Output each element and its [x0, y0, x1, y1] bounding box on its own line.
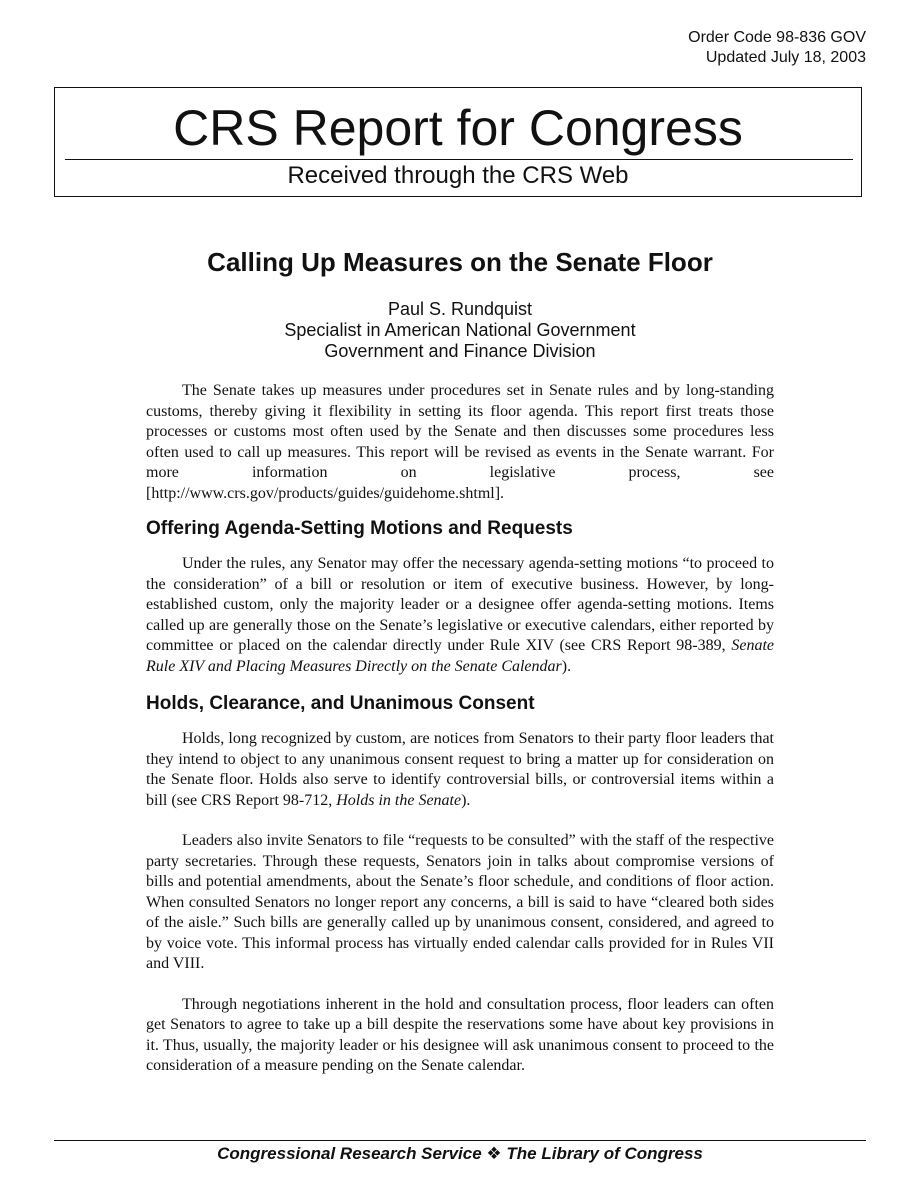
section-holds-paragraph-1 [146, 729, 774, 811]
masthead-subtitle: Received through the CRS Web [287, 162, 629, 189]
footer-divider [54, 1140, 866, 1141]
fleuron-icon: ❖ [486, 1144, 502, 1163]
paragraph-text: ). [561, 657, 572, 675]
author-name: Paul S. Rundquist [387, 299, 533, 319]
author-position: Specialist in American National Government [284, 320, 636, 340]
paragraph-text: Under the rules, any Senator may offer the necessary agenda-setting motions “to proceed to the consideration” of a bill or resolution or item of executive business. However, by long-established custom, only the majority leader or a designee offer agenda-setting motions. Items called up are generally those on the Senate’s legislative or executive calendars, either reported by committee or placed on the calendar directly under Rule XIV (see CRS Report 98-389, [146, 555, 774, 654]
section-holds-paragraph-2: Leaders also invite Senators to file “requests to be consulted” with the staff of the respective party secretaries. Through these requests, Senators join in talks about compromise versions of bills and potential amendments, about the Senate’s floor schedule, and conditions of floor action. When consulted Senators no longer report any concerns, a bill is said to have “cleared both sides of the aisle.” Such bills are generally called up by unanimous consent, considered, and agreed to by voice vote. This informal process has virtually ended calendar calls provided for in Rules VII and VIII. [146, 832, 774, 972]
paragraph-text: Holds, long recognized by custom, are notices from Senators to their party floor leaders that they intend to object to any unanimous consent request to bring a matter up for consideration on the Senate floor. Holds also serve to identify controversial bills, or controversial items within a bill (see CRS Report 98-712, [146, 730, 774, 809]
report-citation-title: Holds in the Senate [336, 791, 462, 809]
masthead [54, 87, 862, 197]
section-heading-agenda-setting: Offering Agenda-Setting Motions and Requests [146, 518, 573, 539]
footer [0, 1143, 920, 1165]
report-body [146, 381, 774, 1077]
section-holds-paragraph-3: Through negotiations inherent in the hold and consultation process, floor leaders can often get Senators to agree to take up a bill despite the reservations some have about key provisions in it. Thus, usually, the majority leader or his designee will ask unanimous consent to proceed to the consideration of a measure pending on the Senate calendar. [146, 995, 774, 1074]
updated-date: Updated July 18, 2003 [705, 49, 866, 66]
order-code-block [688, 28, 866, 68]
section-agenda-setting-paragraph [146, 554, 774, 677]
paragraph-text: ). [461, 791, 471, 809]
order-code: Order Code 98-836 GOV [688, 29, 866, 46]
footer-library: The Library of Congress [506, 1144, 703, 1163]
author-block [0, 299, 920, 362]
masthead-title: CRS Report for Congress [173, 100, 743, 156]
author-division: Government and Finance Division [324, 341, 596, 361]
summary-paragraph: The Senate takes up measures under procedures set in Senate rules and by long-standing customs, thereby giving it flexibility in setting its floor agenda. This report first treats those processes or customs most often used by the Senate and then discusses some procedures less often used to call up measures. This report will be revised as events in the Senate warrant. For more information on legislative process, see [http://www.crs.gov/products/guides/guidehome.shtml]. [146, 382, 774, 502]
footer-publisher: Congressional Research Service [217, 1144, 482, 1163]
report-title: Calling Up Measures on the Senate Floor [207, 247, 713, 277]
section-heading-holds: Holds, Clearance, and Unanimous Consent [146, 693, 535, 714]
report-citation-title: Senate Rule XIV and Placing Measures Directly on the Senate Calendar [146, 637, 774, 675]
masthead-divider [65, 159, 853, 160]
